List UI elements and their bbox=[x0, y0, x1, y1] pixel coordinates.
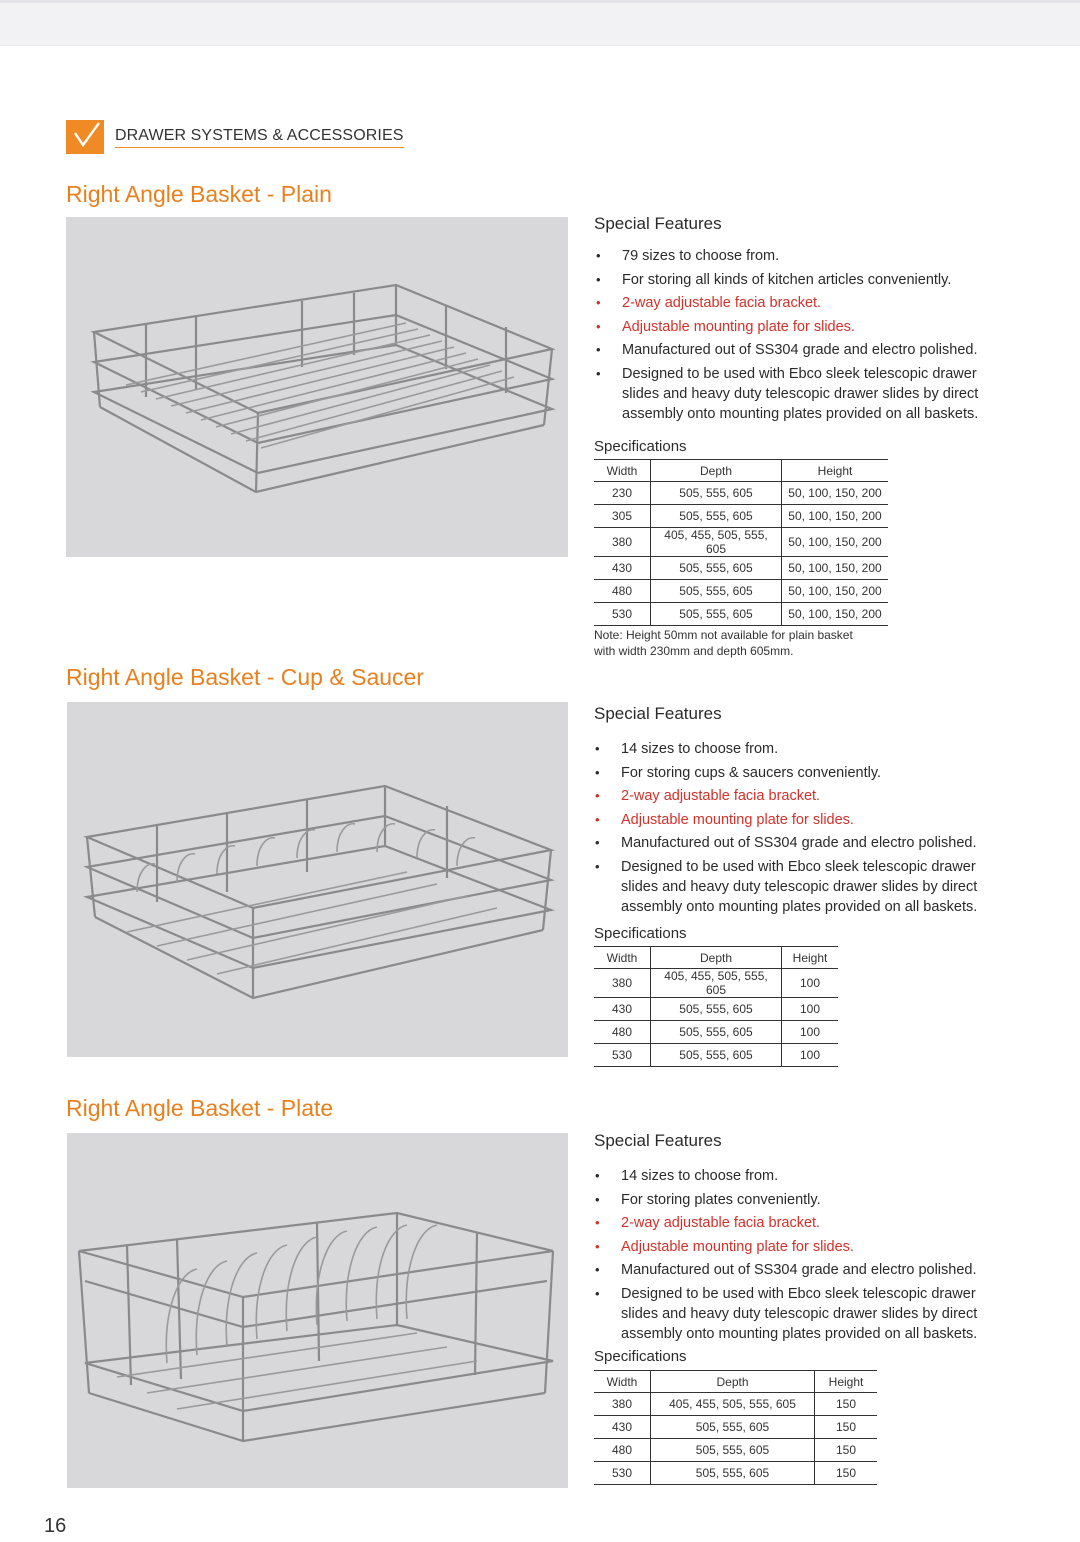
table-row bbox=[594, 1439, 877, 1462]
cell: 100 bbox=[782, 969, 839, 998]
cell: 505, 555, 605 bbox=[651, 1439, 815, 1462]
cell: 505, 555, 605 bbox=[651, 1462, 815, 1485]
col-width-header: Width bbox=[594, 947, 651, 969]
cell: 430 bbox=[594, 557, 651, 580]
feature-item: • For storing cups & saucers conveniently. bbox=[621, 763, 991, 783]
cell: 150 bbox=[815, 1393, 878, 1416]
cell: 405, 455, 505, 555, 605 bbox=[651, 969, 782, 998]
plate-basket-photo bbox=[67, 1133, 568, 1488]
col-depth-header: Depth bbox=[651, 460, 782, 482]
feature-item: • Manufactured out of SS304 grade and electro polished. bbox=[621, 1260, 991, 1280]
feature-item: • 2-way adjustable facia bracket. bbox=[621, 786, 991, 806]
section-title-plain: Right Angle Basket - Plain bbox=[66, 181, 332, 207]
category-header bbox=[66, 120, 404, 154]
table-row bbox=[594, 603, 888, 626]
table-row bbox=[594, 969, 838, 998]
cup-saucer-basket-photo bbox=[67, 702, 568, 1057]
features-list-cup-saucer bbox=[621, 739, 991, 920]
cell: 50, 100, 150, 200 bbox=[782, 505, 889, 528]
cell: 380 bbox=[594, 969, 651, 998]
page-number: 16 bbox=[44, 1515, 67, 1537]
feature-item: • 2-way adjustable facia bracket. bbox=[622, 293, 992, 313]
cell: 505, 555, 605 bbox=[651, 1044, 782, 1067]
features-title-cup-saucer: Special Features bbox=[594, 704, 722, 723]
cell: 50, 100, 150, 200 bbox=[782, 528, 889, 557]
spec-title-plate: Specifications bbox=[594, 1348, 687, 1365]
section-title-cup-saucer: Right Angle Basket - Cup & Saucer bbox=[66, 664, 424, 690]
feature-item: • Designed to be used with Ebco sleek telescopic drawer slides and heavy duty telescopic drawer slides by direct assembly onto mounting plates provided on all baskets. bbox=[621, 1284, 991, 1344]
table-row bbox=[594, 482, 888, 505]
cell: 505, 555, 605 bbox=[651, 557, 782, 580]
cell: 100 bbox=[782, 998, 839, 1021]
spec-table-plate bbox=[594, 1370, 877, 1485]
cell: 430 bbox=[594, 998, 651, 1021]
cell: 505, 555, 605 bbox=[651, 1416, 815, 1439]
table-row bbox=[594, 1044, 838, 1067]
feature-item: • Designed to be used with Ebco sleek telescopic drawer slides and heavy duty telescopic drawer slides by direct assembly onto mounting plates provided on all baskets. bbox=[622, 364, 992, 424]
col-depth-header: Depth bbox=[651, 1371, 815, 1393]
feature-item: • 79 sizes to choose from. bbox=[622, 246, 992, 266]
feature-item: • For storing all kinds of kitchen articles conveniently. bbox=[622, 270, 992, 290]
cell: 530 bbox=[594, 1044, 651, 1067]
cell: 100 bbox=[782, 1021, 839, 1044]
feature-item: • Adjustable mounting plate for slides. bbox=[621, 810, 991, 830]
feature-item: • 14 sizes to choose from. bbox=[621, 1166, 991, 1186]
features-list-plate bbox=[621, 1166, 991, 1347]
checkmark-icon bbox=[66, 120, 104, 154]
cell: 505, 555, 605 bbox=[651, 482, 782, 505]
category-label: DRAWER SYSTEMS & ACCESSORIES bbox=[115, 127, 404, 148]
feature-item: • Adjustable mounting plate for slides. bbox=[622, 317, 992, 337]
cell: 405, 455, 505, 555, 605 bbox=[651, 528, 782, 557]
cell: 505, 555, 605 bbox=[651, 505, 782, 528]
features-title-plain: Special Features bbox=[594, 214, 722, 233]
spec-note-plain: Note: Height 50mm not available for plain basket with width 230mm and depth 605mm. bbox=[594, 628, 853, 658]
cell: 230 bbox=[594, 482, 651, 505]
table-row bbox=[594, 1021, 838, 1044]
spec-table-plain bbox=[594, 459, 888, 626]
cell: 150 bbox=[815, 1439, 878, 1462]
table-row bbox=[594, 528, 888, 557]
cell: 530 bbox=[594, 1462, 651, 1485]
feature-item: • For storing plates conveniently. bbox=[621, 1190, 991, 1210]
cell: 305 bbox=[594, 505, 651, 528]
table-row bbox=[594, 557, 888, 580]
cell: 50, 100, 150, 200 bbox=[782, 603, 889, 626]
feature-item: • 2-way adjustable facia bracket. bbox=[621, 1213, 991, 1233]
cell: 480 bbox=[594, 1439, 651, 1462]
cell: 505, 555, 605 bbox=[651, 998, 782, 1021]
cell: 480 bbox=[594, 580, 651, 603]
feature-item: • Manufactured out of SS304 grade and electro polished. bbox=[622, 340, 992, 360]
spec-table-cup-saucer bbox=[594, 946, 838, 1067]
cell: 150 bbox=[815, 1462, 878, 1485]
cell: 380 bbox=[594, 528, 651, 557]
cell: 50, 100, 150, 200 bbox=[782, 482, 889, 505]
col-height-header: Height bbox=[782, 460, 889, 482]
table-row bbox=[594, 505, 888, 528]
col-height-header: Height bbox=[782, 947, 839, 969]
spec-title-plain: Specifications bbox=[594, 438, 687, 455]
plain-basket-photo bbox=[66, 217, 568, 557]
table-header-row bbox=[594, 947, 838, 969]
cell: 405, 455, 505, 555, 605 bbox=[651, 1393, 815, 1416]
table-row bbox=[594, 1393, 877, 1416]
spec-title-cup-saucer: Specifications bbox=[594, 925, 687, 942]
cell: 505, 555, 605 bbox=[651, 603, 782, 626]
features-list-plain bbox=[622, 246, 992, 427]
table-row bbox=[594, 580, 888, 603]
feature-item: • 14 sizes to choose from. bbox=[621, 739, 991, 759]
col-width-header: Width bbox=[594, 460, 651, 482]
feature-item: • Adjustable mounting plate for slides. bbox=[621, 1237, 991, 1257]
cell: 50, 100, 150, 200 bbox=[782, 557, 889, 580]
features-title-plate: Special Features bbox=[594, 1131, 722, 1150]
table-row bbox=[594, 1462, 877, 1485]
col-depth-header: Depth bbox=[651, 947, 782, 969]
table-row bbox=[594, 1416, 877, 1439]
cell: 430 bbox=[594, 1416, 651, 1439]
cell: 530 bbox=[594, 603, 651, 626]
viewer-top-bar bbox=[0, 0, 1080, 46]
cell: 150 bbox=[815, 1416, 878, 1439]
table-header-row bbox=[594, 460, 888, 482]
cell: 480 bbox=[594, 1021, 651, 1044]
section-title-plate: Right Angle Basket - Plate bbox=[66, 1095, 334, 1121]
cell: 50, 100, 150, 200 bbox=[782, 580, 889, 603]
cell: 505, 555, 605 bbox=[651, 1021, 782, 1044]
table-row bbox=[594, 998, 838, 1021]
cell: 100 bbox=[782, 1044, 839, 1067]
cell: 380 bbox=[594, 1393, 651, 1416]
feature-item: • Manufactured out of SS304 grade and electro polished. bbox=[621, 833, 991, 853]
feature-item: • Designed to be used with Ebco sleek telescopic drawer slides and heavy duty telescopic drawer slides by direct assembly onto mounting plates provided on all baskets. bbox=[621, 857, 991, 917]
table-header-row bbox=[594, 1371, 877, 1393]
col-width-header: Width bbox=[594, 1371, 651, 1393]
cell: 505, 555, 605 bbox=[651, 580, 782, 603]
col-height-header: Height bbox=[815, 1371, 878, 1393]
